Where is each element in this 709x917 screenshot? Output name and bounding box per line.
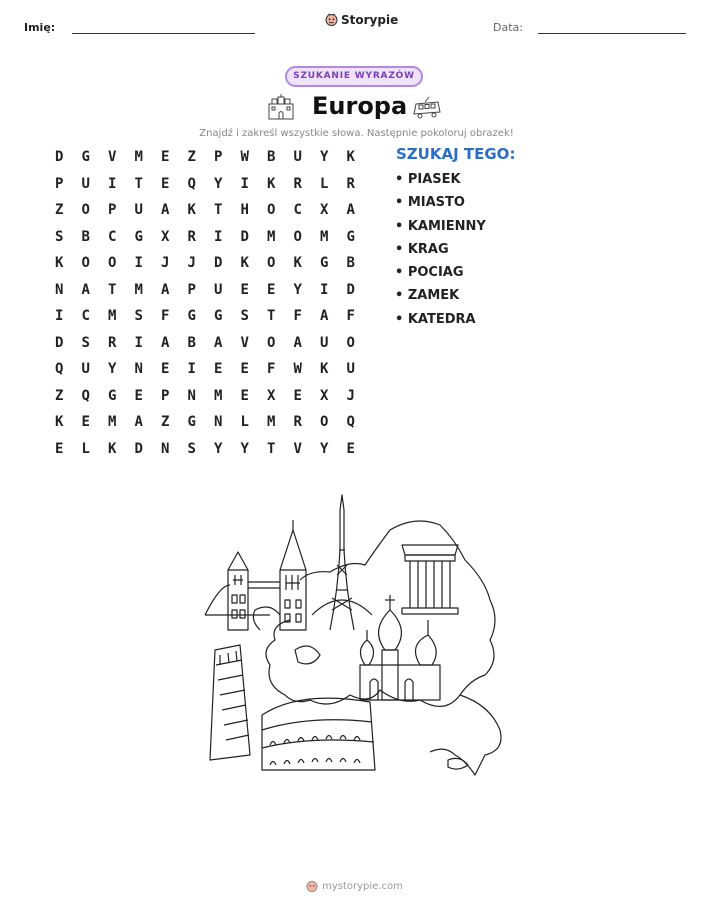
grid-cell[interactable]: M	[108, 414, 117, 430]
word-list-item: • PIASEK	[395, 172, 461, 187]
grid-cell[interactable]: P	[108, 202, 117, 218]
grid-row	[46, 280, 364, 307]
grid-cell[interactable]: M	[320, 228, 329, 245]
grid-cell[interactable]: Y	[214, 175, 223, 192]
name-label: Imię:	[24, 21, 56, 34]
grid-row	[46, 253, 364, 280]
grid-cell[interactable]: Z	[187, 149, 196, 165]
grid-cell[interactable]: T	[267, 440, 276, 457]
grid-cell[interactable]: U	[81, 175, 90, 192]
grid-cell[interactable]: C	[293, 202, 302, 218]
grid-cell[interactable]: Q	[81, 387, 90, 404]
grid-cell[interactable]: O	[267, 255, 276, 271]
grid-cell[interactable]: F	[293, 308, 302, 324]
grid-cell[interactable]: K	[346, 149, 355, 165]
grid-cell[interactable]: Q	[346, 414, 355, 430]
grid-cell[interactable]: Y	[320, 149, 329, 165]
europe-landmarks-coloring-illustration[interactable]	[200, 490, 510, 785]
grid-cell[interactable]: F	[161, 308, 170, 324]
grid-cell[interactable]: Z	[161, 414, 170, 430]
grid-cell[interactable]: Q	[55, 361, 64, 377]
grid-cell[interactable]: M	[134, 281, 143, 298]
grid-cell[interactable]: A	[320, 308, 329, 324]
grid-cell[interactable]: D	[55, 334, 64, 351]
grid-cell[interactable]: X	[320, 202, 329, 218]
grid-cell[interactable]: N	[55, 281, 64, 298]
grid-cell[interactable]: Y	[108, 361, 117, 377]
date-label: Data:	[493, 21, 523, 34]
grid-cell[interactable]: C	[108, 228, 117, 245]
word-search-grid[interactable]	[46, 147, 364, 465]
grid-cell[interactable]: W	[293, 361, 302, 377]
grid-row	[46, 174, 364, 201]
grid-cell[interactable]: I	[320, 281, 329, 298]
grid-cell[interactable]: E	[240, 387, 249, 404]
grid-cell[interactable]: V	[108, 149, 117, 165]
grid-cell[interactable]: P	[55, 175, 64, 192]
grid-cell[interactable]: E	[240, 281, 249, 298]
grid-cell[interactable]: N	[161, 440, 170, 457]
grid-cell[interactable]: O	[81, 255, 90, 271]
grid-cell[interactable]: B	[267, 149, 276, 165]
castle-icon	[267, 94, 295, 120]
grid-cell[interactable]: U	[320, 334, 329, 351]
grid-cell[interactable]: U	[81, 361, 90, 377]
grid-cell[interactable]: X	[267, 387, 276, 404]
instructions: Znajdź i zakreśl wszystkie słowa. Następnie pokoloruj obrazek!	[199, 128, 514, 139]
grid-row	[46, 147, 364, 174]
brand-logo	[325, 13, 398, 27]
grid-cell[interactable]: J	[187, 255, 196, 271]
name-field[interactable]	[72, 33, 255, 34]
word-list-item: • KATEDRA	[395, 311, 476, 327]
grid-cell[interactable]: S	[240, 308, 249, 324]
grid-cell[interactable]: T	[267, 308, 276, 324]
grid-cell[interactable]: E	[293, 387, 302, 404]
grid-cell[interactable]: W	[240, 149, 249, 165]
grid-cell[interactable]: A	[214, 334, 223, 351]
grid-cell[interactable]: Q	[187, 175, 196, 192]
grid-cell[interactable]: T	[214, 202, 223, 218]
grid-cell[interactable]: L	[240, 414, 249, 430]
grid-cell[interactable]: S	[55, 228, 64, 245]
grid-cell[interactable]: I	[134, 334, 143, 351]
grid-cell[interactable]: T	[134, 175, 143, 192]
grid-cell[interactable]: D	[214, 255, 223, 271]
grid-cell[interactable]: E	[214, 361, 223, 377]
grid-cell[interactable]: E	[161, 361, 170, 377]
grid-cell[interactable]: E	[161, 149, 170, 165]
grid-cell[interactable]: G	[81, 149, 90, 165]
grid-cell[interactable]: B	[187, 334, 196, 351]
grid-cell[interactable]: D	[134, 440, 143, 457]
grid-cell[interactable]: N	[214, 414, 223, 430]
grid-cell[interactable]: S	[187, 440, 196, 457]
grid-cell[interactable]: J	[346, 387, 355, 404]
footer-url[interactable]: mystorypie.com	[322, 881, 403, 892]
grid-cell[interactable]: Y	[240, 440, 249, 457]
grid-cell[interactable]: A	[161, 334, 170, 351]
grid-cell[interactable]: M	[267, 414, 276, 430]
grid-cell[interactable]: O	[108, 255, 117, 271]
grid-cell[interactable]: C	[81, 308, 90, 324]
grid-cell[interactable]: L	[81, 440, 90, 457]
grid-cell[interactable]: K	[320, 361, 329, 377]
grid-cell[interactable]: P	[214, 149, 223, 165]
word-list-item: • ZAMEK	[395, 288, 460, 304]
grid-row	[46, 439, 364, 466]
grid-cell[interactable]: O	[293, 228, 302, 245]
grid-cell[interactable]: G	[134, 228, 143, 245]
grid-row	[46, 386, 364, 413]
grid-cell[interactable]: Y	[214, 440, 223, 457]
grid-cell[interactable]: N	[134, 361, 143, 377]
grid-cell[interactable]: M	[214, 387, 223, 404]
grid-cell[interactable]: O	[267, 202, 276, 218]
page-title: Europa	[312, 92, 408, 120]
grid-row	[46, 200, 364, 227]
grid-cell[interactable]: A	[161, 202, 170, 218]
grid-row	[46, 412, 364, 439]
grid-cell[interactable]: E	[161, 175, 170, 192]
grid-cell[interactable]: G	[187, 308, 196, 324]
grid-cell[interactable]: A	[134, 414, 143, 430]
grid-cell[interactable]: E	[134, 387, 143, 404]
word-list-item: • KAMIENNY	[395, 218, 486, 234]
grid-cell[interactable]: F	[346, 308, 355, 324]
grid-row	[46, 227, 364, 254]
grid-cell[interactable]: F	[267, 361, 276, 377]
grid-cell[interactable]: R	[187, 228, 196, 245]
grid-cell[interactable]: X	[161, 228, 170, 245]
grid-cell[interactable]: D	[346, 281, 355, 298]
grid-row	[46, 359, 364, 386]
grid-cell[interactable]: K	[108, 440, 117, 457]
grid-cell[interactable]: V	[240, 334, 249, 351]
grid-cell[interactable]: J	[161, 255, 170, 271]
grid-cell[interactable]: K	[55, 255, 64, 271]
grid-cell[interactable]: M	[108, 308, 117, 324]
grid-cell[interactable]: G	[320, 255, 329, 271]
grid-cell[interactable]: T	[108, 281, 117, 298]
grid-cell[interactable]: N	[187, 387, 196, 404]
grid-cell[interactable]: X	[320, 387, 329, 404]
grid-cell[interactable]: K	[267, 175, 276, 192]
grid-cell[interactable]: P	[161, 387, 170, 404]
grid-cell[interactable]: A	[161, 281, 170, 298]
grid-cell[interactable]: E	[55, 440, 64, 457]
grid-cell[interactable]: A	[81, 281, 90, 298]
grid-cell[interactable]: P	[187, 281, 196, 298]
grid-cell[interactable]: E	[240, 361, 249, 377]
grid-cell[interactable]: K	[55, 414, 64, 430]
grid-cell[interactable]: R	[293, 414, 302, 430]
grid-cell[interactable]: S	[81, 334, 90, 351]
grid-cell[interactable]: R	[108, 334, 117, 351]
grid-cell[interactable]: L	[320, 175, 329, 192]
grid-cell[interactable]: O	[81, 202, 90, 218]
brand-name: Storypie	[341, 13, 399, 27]
word-list-title: SZUKAJ TEGO:	[396, 145, 516, 163]
grid-cell[interactable]: E	[346, 440, 355, 457]
grid-cell[interactable]: E	[267, 281, 276, 298]
grid-cell[interactable]: I	[240, 175, 249, 192]
grid-cell[interactable]: U	[293, 149, 302, 165]
grid-cell[interactable]: O	[346, 334, 355, 351]
grid-cell[interactable]: D	[240, 228, 249, 245]
grid-row	[46, 306, 364, 333]
grid-cell[interactable]: I	[134, 255, 143, 271]
grid-cell[interactable]: S	[134, 308, 143, 324]
grid-cell[interactable]: Z	[55, 387, 64, 404]
word-list	[395, 172, 486, 335]
grid-cell[interactable]: U	[346, 361, 355, 377]
grid-cell[interactable]: V	[293, 440, 302, 457]
grid-cell[interactable]: Y	[293, 281, 302, 298]
grid-cell[interactable]: B	[81, 228, 90, 245]
storypie-mascot-icon	[325, 13, 338, 27]
grid-cell[interactable]: R	[346, 175, 355, 192]
grid-cell[interactable]: U	[134, 202, 143, 218]
grid-cell[interactable]: D	[55, 149, 64, 165]
grid-cell[interactable]: G	[346, 228, 355, 245]
word-list-item: • MIASTO	[395, 195, 465, 211]
tram-icon	[411, 96, 443, 120]
grid-cell[interactable]: K	[187, 202, 196, 218]
storypie-mascot-icon	[306, 880, 318, 893]
word-list-item: • POCIAG	[395, 265, 464, 281]
grid-cell[interactable]: G	[187, 414, 196, 430]
grid-cell[interactable]: M	[267, 228, 276, 245]
grid-cell[interactable]: G	[214, 308, 223, 324]
grid-cell[interactable]: I	[187, 361, 196, 377]
word-list-item: • KRAG	[395, 241, 449, 257]
grid-cell[interactable]: E	[81, 414, 90, 430]
grid-cell[interactable]: A	[346, 202, 355, 218]
date-field[interactable]	[538, 33, 686, 34]
grid-cell[interactable]: G	[108, 387, 117, 404]
grid-cell[interactable]: O	[320, 414, 329, 430]
grid-cell[interactable]: A	[293, 334, 302, 351]
grid-cell[interactable]: B	[346, 255, 355, 271]
grid-cell[interactable]: I	[55, 308, 64, 324]
activity-badge: SZUKANIE WYRAZÓW	[285, 66, 423, 87]
grid-cell[interactable]: R	[293, 175, 302, 192]
grid-cell[interactable]: I	[108, 175, 117, 192]
grid-cell[interactable]: U	[214, 281, 223, 298]
grid-cell[interactable]: Z	[55, 202, 64, 218]
grid-cell[interactable]: M	[134, 149, 143, 165]
grid-cell[interactable]: I	[214, 228, 223, 245]
grid-cell[interactable]: H	[240, 202, 249, 218]
grid-cell[interactable]: O	[267, 334, 276, 351]
grid-cell[interactable]: K	[293, 255, 302, 271]
grid-cell[interactable]: Y	[320, 440, 329, 457]
footer	[0, 880, 709, 893]
grid-row	[46, 333, 364, 360]
grid-cell[interactable]: K	[240, 255, 249, 271]
